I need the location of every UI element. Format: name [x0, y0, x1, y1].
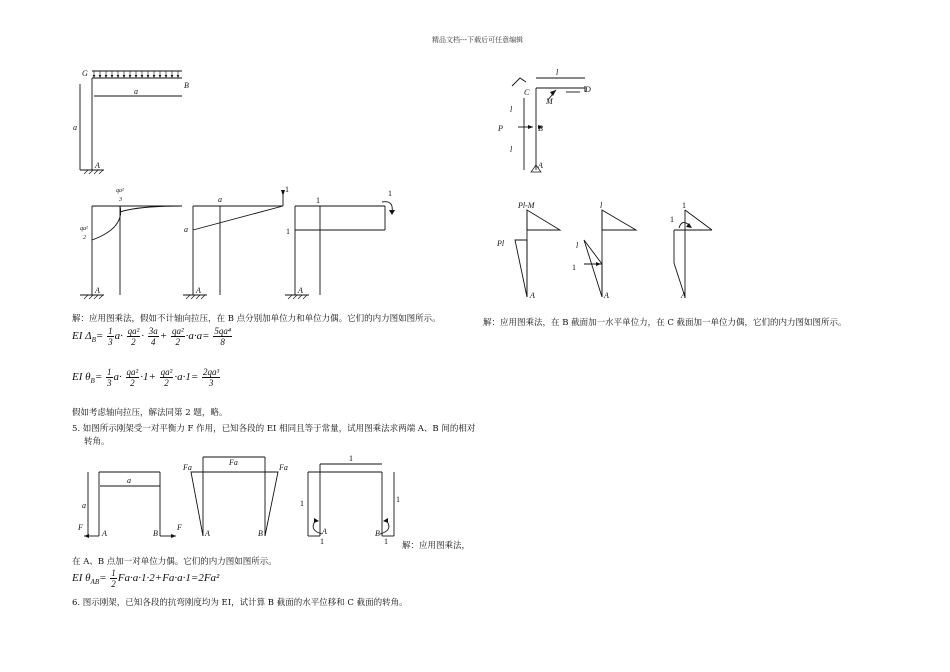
label-1-left-c: 1	[286, 227, 290, 236]
label-a-left-b: a	[184, 225, 188, 234]
label-Fa-top: Fa	[229, 458, 238, 467]
label-F-right: F	[177, 523, 182, 532]
label-A-fig5: A	[322, 527, 327, 536]
label-Pl-M: Pl-M	[518, 201, 535, 210]
solution-text-5: 在 A、B 点加一对单位力偶。它们的内力图如图所示。	[72, 557, 277, 567]
label-1-b-fig5: 1	[384, 537, 388, 546]
label-B-q5: B	[153, 529, 158, 538]
label-1-top-c: 1	[316, 196, 320, 205]
label-1-right-fig5: 1	[396, 495, 400, 504]
question-6: 6. 图示刚架，已知各段的抗弯刚度均为 EI，试计算 B 截面的水平位移和 C 截面的转角。	[72, 598, 408, 608]
page-header: 精品文档---下载后可任意编辑	[432, 36, 524, 44]
label-B-q6: B	[538, 124, 543, 133]
label-a-top-q5: a	[127, 476, 131, 485]
question-5-line1: 5. 如图所示刚架受一对平衡力 F 作用，已知各段的 EI 相同且等于常量，试用图乘法求两端 A、B 间的相对	[72, 424, 476, 434]
equation-1: EI $\Delta_B=$ $\frac{1}{3}$ a· $\frac{\text{qa²}}{2}$ · $\frac{3a}{4}$ + $\frac{\text{qa²}}{2}$ ·a·a= $\frac{\text{5qa⁴}}{8}$	[72, 326, 231, 347]
note-text: 假如考虑轴向拉压，解法同第 2 题，略。	[72, 408, 228, 418]
label-B-fig4: B	[258, 529, 263, 538]
label-A-q5: A	[102, 529, 107, 538]
label-B-fig5: B	[375, 529, 380, 538]
label-a-side-q5: a	[82, 501, 86, 510]
solution-text-6: 解：应用图乘法，在 B 截面加一水平单位力，在 C 截面加一单位力偶，它们的内力图如图所示。	[483, 318, 847, 328]
label-l-2: l	[510, 145, 513, 154]
label-1-top-fig5: 1	[349, 454, 353, 463]
label-1-top-d3: 1	[682, 201, 686, 210]
label-a-b: a	[218, 195, 222, 204]
label-qa2-top: qa²	[116, 188, 124, 194]
equation-3: EI $\theta_{AB}=$ $\frac{1}{2}$ Fa·a·1·2+Fa·a·1=2Fa²	[72, 568, 220, 589]
label-A: A	[95, 161, 100, 170]
label-1-d2: 1	[572, 263, 576, 272]
label-l-top-q6: l	[556, 68, 559, 77]
label-A-fig4: A	[205, 529, 210, 538]
solution-text-5-right: 解：应用图乘法，	[402, 541, 471, 551]
label-Fa-left: Fa	[183, 463, 192, 472]
solution-text-1: 解：应用图乘法，假如不计轴向拉压，在 B 点分别加单位力和单位力偶。它们的内力图如图所示。	[72, 314, 441, 324]
label-A-d1: A	[530, 291, 535, 300]
label-l-top-d2: l	[600, 201, 603, 210]
label-l-side-d2: l	[576, 241, 579, 250]
question-5-line2: 转角。	[84, 437, 110, 447]
label-A-3: A	[298, 286, 303, 295]
label-A-1: A	[95, 286, 100, 295]
label-Pl: Pl	[497, 239, 505, 248]
label-Fa-right: Fa	[279, 463, 288, 472]
label-M: M	[546, 97, 553, 106]
label-a-top: a	[134, 87, 138, 96]
label-D: D	[585, 85, 591, 94]
label-qa2-left: qa²	[80, 226, 88, 232]
label-l-1: l	[510, 105, 513, 114]
label-B: B	[184, 81, 189, 90]
label-G: G	[82, 69, 88, 78]
label-a-side: a	[73, 123, 77, 132]
label-1-arrow-b: 1	[285, 185, 289, 194]
label-1-left-d3: 1	[670, 215, 674, 224]
label-1-a-fig5: 1	[320, 537, 324, 546]
label-A-d3: A	[681, 291, 686, 300]
label-A-2: A	[196, 286, 201, 295]
label-qa2-left-den: 2	[83, 235, 86, 241]
label-1-left-fig5: 1	[300, 499, 304, 508]
label-C: C	[524, 88, 530, 97]
label-F-left: F	[78, 523, 83, 532]
label-A-d2: A	[604, 291, 609, 300]
equation-2: EI $\theta_B=$ $\frac{1}{3}$ a· $\frac{\text{qa²}}{2}$ ·1+ $\frac{\text{qa²}}{2}$ ·a·1= $\frac{\text{2qa³}}{3}$	[72, 367, 220, 388]
label-P: P	[498, 124, 503, 133]
label-A-q6: A	[538, 161, 543, 170]
label-qa2-top-den: 3	[119, 197, 122, 203]
label-1-arrow-c: 1	[388, 189, 392, 198]
